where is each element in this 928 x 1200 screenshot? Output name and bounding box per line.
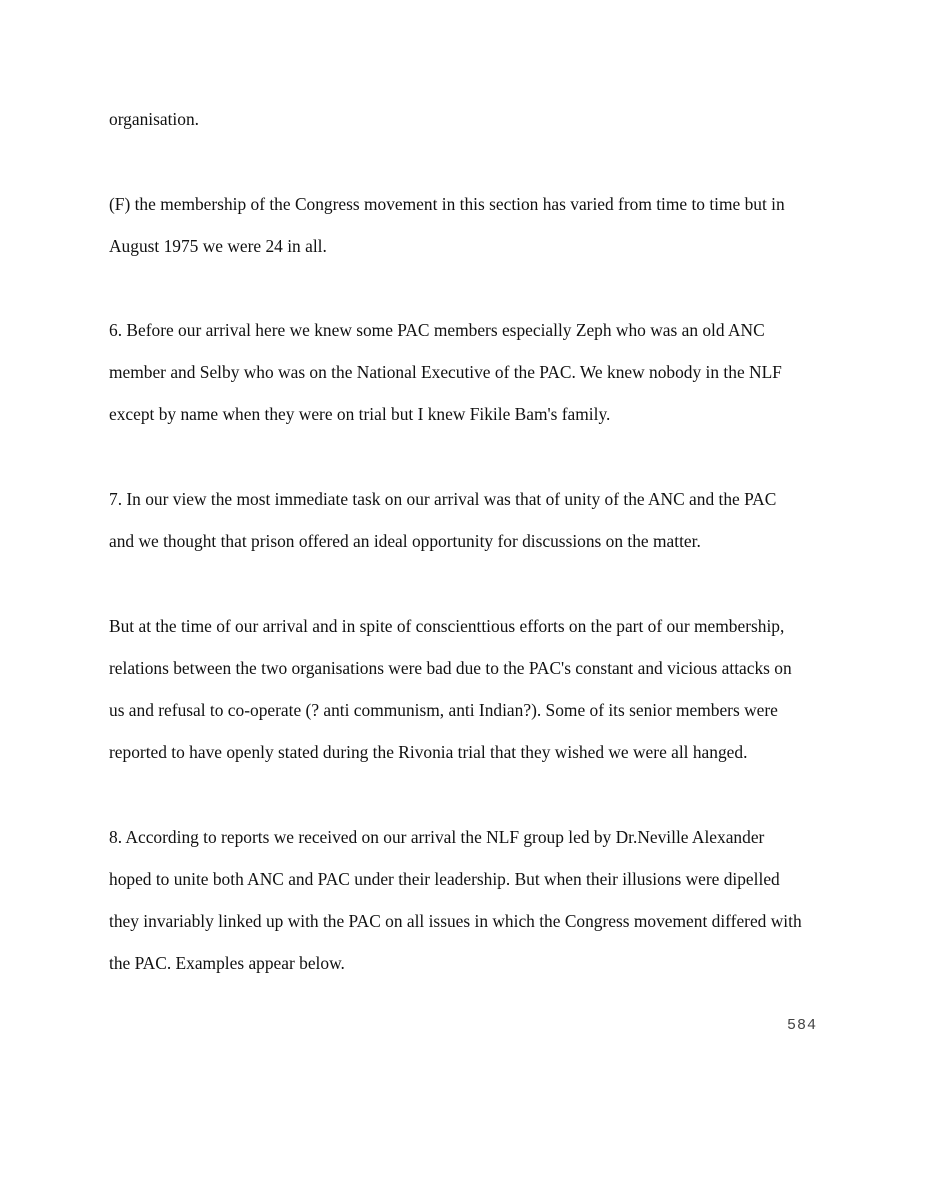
paragraph-line: and we thought that prison offered an ideal opportunity for discussions on the matter. xyxy=(109,531,701,551)
paragraph-line: except by name when they were on trial but I knew Fikile Bam's family. xyxy=(109,404,611,424)
paragraph-line: (F) the membership of the Congress movement in this section has varied from time to time but in xyxy=(109,194,785,214)
paragraph-line: the PAC. Examples appear below. xyxy=(109,953,345,973)
paragraph-line: 8. According to reports we received on our arrival the NLF group led by Dr.Neville Alexander xyxy=(109,827,765,847)
paragraph-line: reported to have openly stated during the Rivonia trial that they wished we were all hanged. xyxy=(109,742,748,762)
paragraph-line: member and Selby who was on the National Executive of the PAC. We knew nobody in the NLF xyxy=(109,362,782,382)
paragraph-line: 6. Before our arrival here we knew some PAC members especially Zeph who was an old ANC xyxy=(109,320,765,340)
paragraph-line: August 1975 we were 24 in all. xyxy=(109,236,327,256)
paragraph-line: hoped to unite both ANC and PAC under their leadership. But when their illusions were dipelled xyxy=(109,869,780,889)
paragraph-line: us and refusal to co-operate (? anti communism, anti Indian?). Some of its senior members were xyxy=(109,700,778,720)
paragraph-line: relations between the two organisations were bad due to the PAC's constant and vicious attacks on xyxy=(109,658,792,678)
paragraph-line: organisation. xyxy=(109,109,200,129)
page-number: 584 xyxy=(786,1017,817,1034)
paragraph-line: 7. In our view the most immediate task on our arrival was that of unity of the ANC and the PAC xyxy=(109,489,777,509)
paragraph-line: But at the time of our arrival and in spite of conscienttious efforts on the part of our membership, xyxy=(109,616,785,636)
paragraph-line: they invariably linked up with the PAC on all issues in which the Congress movement differed with xyxy=(109,911,802,931)
